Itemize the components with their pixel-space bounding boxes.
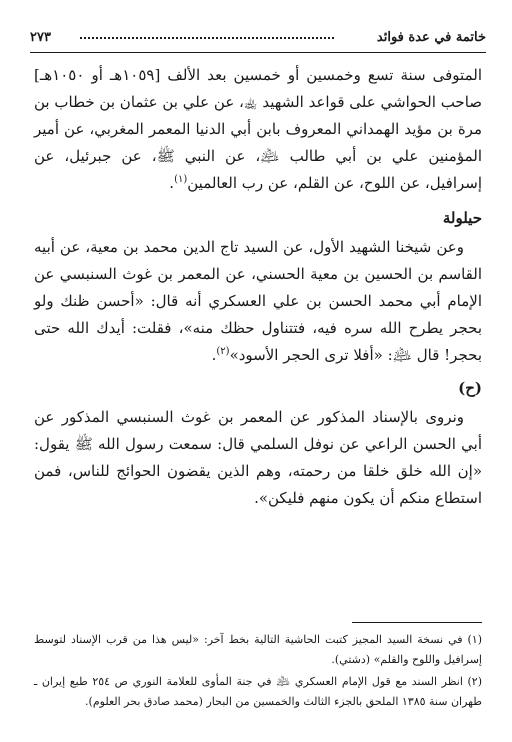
header-rule: [30, 52, 486, 53]
footnote-1: (١) في نسخة السيد المجيز كتبت الحاشية التالية بخط آخر: «ليس هذا من قرب الإسناد لتوسط إسرافيل واللوح والقلم» (دشتي).: [34, 633, 482, 666]
footnotes: [34, 630, 482, 714]
paragraph-2-text: وعن شيخنا الشهيد الأول، عن السيد تاج الدين محمد بن معية، عن أبيه القاسم بن الحسين بن معية الحسني، عن المعمر بن غوث السنبسي عن الإمام أبي محمد الحسن بن علي العسكري أنه قال: «أحسن ظنك ولو بحجر يطرح الله سره فيه، فتتناول حظك منه»، فقلت: أيدك الله حتى بحجر! قال ﵇: «أفلا ترى الحجر الأسود»: [34, 238, 482, 364]
header-dot-leader: [80, 37, 334, 39]
page-header: [30, 30, 486, 50]
footnote-rule: [352, 622, 482, 623]
paragraph-1-text: المتوفى سنة تسع وخمسين أو خمسين بعد الألف [١٠٥٩هـ أو ١٠٥٠هـ] صاحب الحواشي على قواعد الشهيد ﵀، عن علي بن عثمان بن خطاب بن مرة بن مؤيد الهمداني المعروف بابن أبي الدنيا المعمر المغربي، عن أمير المؤمنين علي بن أبي طالب ﵇، عن النبي ﷺ، عن جبرئيل، عن إسرافيل، عن اللوح، عن القلم، عن رب العالمين: [34, 66, 482, 192]
main-text: [34, 62, 482, 518]
footnote-2: (٢) انظر السند مع قول الإمام العسكري ﵇ في جنة المأوى للعلامة النوري ص ٢٥٤ طبع إيران ـ طهران سنة ١٣٨٥ الملحق بالجزء الثالث والخمسين من البحار (محمد صادق بحر العلوم).: [34, 675, 483, 708]
page-number: ٢٧٣: [30, 30, 51, 45]
footnote-ref-2[interactable]: (٢): [216, 346, 230, 357]
hayloula-marker: (ح): [458, 379, 482, 397]
section-title: حيلولة: [442, 209, 482, 227]
paragraph-3: ونروى بالإسناد المذكور عن المعمر بن غوث السنبسي المذكور عن أبي الحسن الراعي عن نوفل السلمي قال: سمعت رسول الله ﷺ يقول: «إن الله خلق خلقا من رحمته، وهم الذين يقضون الحوائج للناس، فمن استطاع منكم أن يكون منهم فليكن».: [34, 408, 482, 507]
running-title: خاتمة في عدة فوائد: [376, 30, 486, 45]
paragraph-2: [34, 234, 482, 369]
paragraph-1-end: .: [169, 174, 175, 192]
paragraph-2-end: .: [211, 346, 217, 364]
footnote-ref-1[interactable]: (١): [174, 174, 188, 185]
paragraph-1: [34, 62, 482, 197]
